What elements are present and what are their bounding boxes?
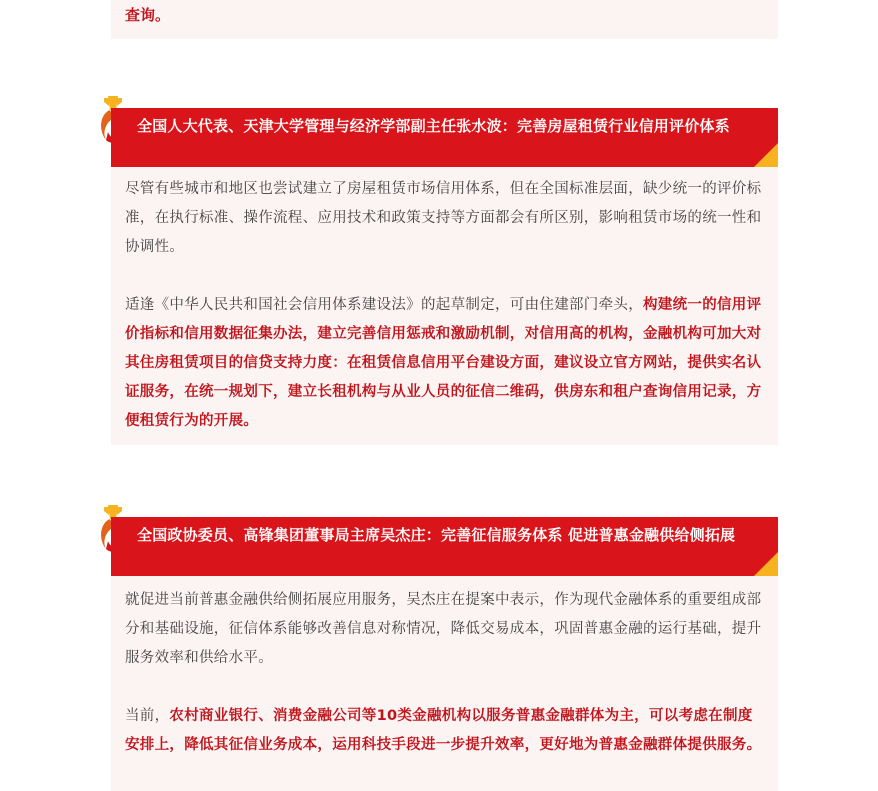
- section-2-title: 全国政协委员、高锋集团董事局主席吴杰庄：完善征信服务体系 促进普惠金融供给侧拓展: [137, 526, 736, 544]
- section-2-body: [111, 576, 778, 791]
- section-1-paragraph-1: 尽管有些城市和地区也尝试建立了房屋租赁市场信用体系，但在全国标准层面，缺少统一的评价标准，在执行标准、操作流程、应用技术和政策支持等方面都会有所区别，影响租赁市场的统一性和协调性。: [125, 181, 762, 255]
- section-1-paragraph-2-highlight: 构建统一的信用评价指标和信用数据征集办法，建立完善信用惩戒和激励机制，对信用高的机构，金融机构可加大对其住房租赁项目的信贷支持力度：在租赁信息信用平台建设方面，建议设立官方网站，提供实名认证服务，在统一规划下，建立长租机构与从业人员的征信二维码，供房东和租户查询信用记录，方便租赁行为的开展。: [125, 297, 762, 429]
- previous-section-card: [111, 0, 778, 39]
- section-2-banner: [111, 517, 778, 576]
- section-2-paragraph-2: [125, 702, 765, 760]
- previous-section-tail-text: 查询。: [125, 6, 171, 24]
- banner-corner-decoration: [754, 143, 778, 167]
- section-2-paragraph-2-highlight: 农村商业银行、消费金融公司等10类金融机构以服务普惠金融群体为主，可以考虑在制度安排上，降低其征信业务成本，运用科技手段进一步提升效率，更好地为普惠金融群体提供服务。: [125, 708, 762, 753]
- banner-corner-decoration: [754, 552, 778, 576]
- section-2-paragraph-2-plain: 当前，: [125, 708, 170, 724]
- section-1-paragraph-2: [125, 291, 765, 436]
- section-1-body: [111, 167, 778, 445]
- section-1-paragraph-2-plain: 适逢《中华人民共和国社会信用体系建设法》的起草制定，可由住建部门牵头，: [125, 297, 643, 313]
- section-2-paragraph-1: 就促进当前普惠金融供给侧拓展应用服务，吴杰庄在提案中表示，作为现代金融体系的重要组成部分和基础设施，征信体系能够改善信息对称情况，降低交易成本，巩固普惠金融的运行基础，提升服务效率和供给水平。: [125, 592, 762, 666]
- section-1-title: 全国人大代表、天津大学管理与经济学部副主任张水波：完善房屋租赁行业信用评价体系: [137, 117, 730, 135]
- section-1-banner: [111, 108, 778, 167]
